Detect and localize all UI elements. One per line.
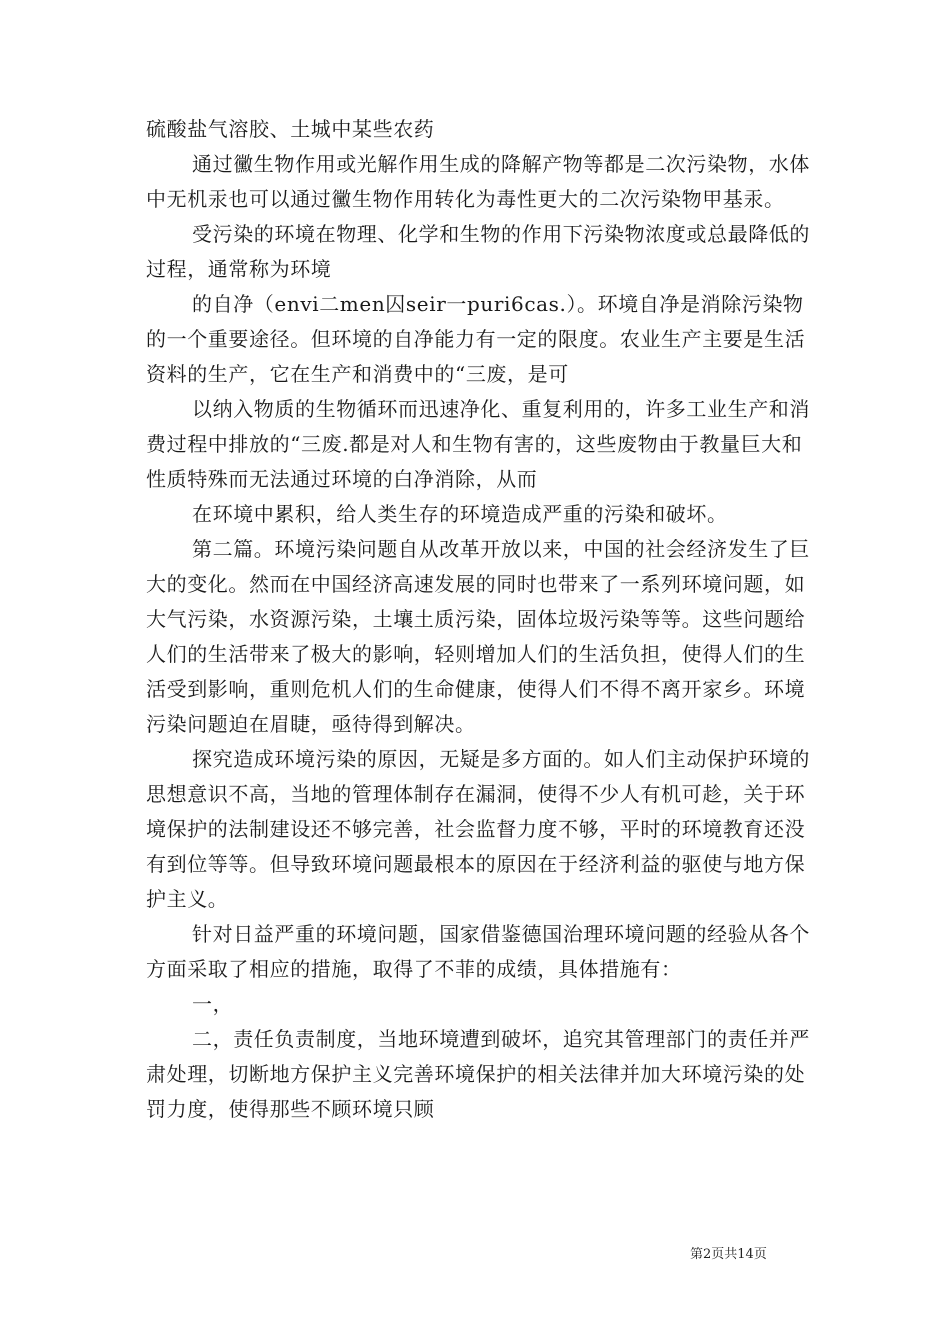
paragraph-9: 一， [192,992,234,1016]
paragraph-7: 探究造成环境污染的原因，无疑是多方面的。如人们主动保护环境的思想意识不高，当地的管理体制存在漏洞，使得不少人有机可趁，关于环境保护的法制建设还不够完善，社会监督力度不够，平时的环境教育还没有到位等等。但导致环境问题最根本的原因在于经济利益的驱使与地方保护主义。 [146,747,810,911]
paragraph-4: 以纳入物质的生物循环而迅速净化、重复利用的，许多工业生产和消费过程中排放的“三废.都是对人和生物有害的，这些废物由于教量巨大和性质特殊而无法通过环境的白净消除，从而 [146,397,810,491]
paragraph-1: 通过黴生物作用或光解作用生成的降解产物等都是二次污染物，水体中无机汞也可以通过黴生物作用转化为毒性更大的二次污染物甲基汞。 [146,152,810,211]
paragraph-8: 针对日益严重的环境问题，国家借鉴德国治理环境问题的经验从各个方面采取了相应的措施，取得了不菲的成绩，具体措施有： [146,922,810,981]
paragraph-2: 受污染的环境在物理、化学和生物的作用下污染物浓度或总最降低的过程，通常称为环境 [146,222,810,281]
page-number-footer: 第2页共14页 [690,1247,767,1262]
paragraph-5: 在环境中累积，给人类生存的环境造成严重的污染和破坏。 [192,502,728,526]
paragraph-6: 第二篇。环境污染问题自从改革开放以来，中国的社会经济发生了巨大的变化。然而在中国经济高速发展的同时也带来了一系列环境问题，如大气污染，水资源污染，土壤土质污染，固体垃圾污染等等。这些问题给人们的生活带来了极大的影响，轻则增加人们的生活负担，使得人们的生活受到影响，重则危机人们的生命健康，使得人们不得不离开家乡。环境污染问题迫在眉睫，亟待得到解决。 [146,537,810,736]
document-body [146,112,816,1127]
paragraph-3: 的自净（envi二men囚seir一puri6cas.）。环境自净是消除污染物的一个重要途径。但环境的自净能力有一定的限度。农业生产主要是生活资料的生产，它在生产和消费中的“三废，是可 [146,292,806,386]
paragraph-10: 二，责任负责制度，当地环境遭到破坏，追究其管理部门的责任并严肃处理，切断地方保护主义完善环境保护的相关法律并加大环境污染的处罚力度，使得那些不顾环境只顾 [146,1027,810,1121]
paragraph-0: 硫酸盐气溶胶、土城中某些农药 [146,117,435,141]
